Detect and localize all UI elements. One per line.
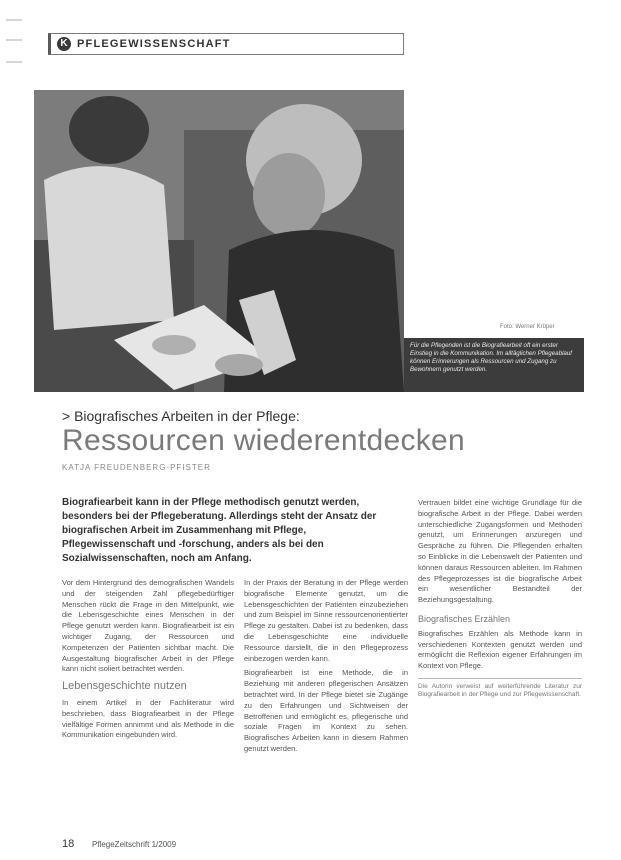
article-author: KATJA FREUDENBERG-PFISTER (62, 463, 211, 472)
paragraph: Vor dem Hintergrund des demografischen Wandels und der steigenden Zahl pflegebedürftiger Menschen rückt die Frage in den Mittelpunkt, wie die Lebensgeschichte eines Menschen in der Pflege genutzt werden kann. Biografiearbeit ist ein wichtiger Zugang, der Ressourcen und Kompetenzen der Patienten sichtbar macht. Die Ausgestaltung biografischer Arbeit in der Pflege kann nicht isoliert betrachtet werden. (62, 578, 234, 674)
paragraph: Biografisches Erzählen als Methode kann in verschiedenen Kontexten genutzt werden und ermöglicht die Reflexion eigener Erfahrungen im Kontext von Pflege. (418, 628, 582, 671)
crop-marks (0, 0, 40, 70)
text-column-2 (244, 578, 408, 755)
article-kicker: > Biografisches Arbeiten in der Pflege: (62, 408, 300, 424)
paragraph: In der Praxis der Beratung in der Pflege werden biografische Elemente genutzt, um die Lebensgeschichten der Patienten einzubeziehen und zum Beispiel im Sinne ressourcenorientierter Pflege zu gestalten. Dabei ist zu bedenken, dass die Lebensgeschichte eine individuelle Ressource darstellt, die in den Pflegeprozess einbezogen werden kann. (244, 578, 408, 663)
section-label: PFLEGEWISSENSCHAFT (77, 38, 231, 50)
text-column-1 (62, 578, 234, 741)
article-photo (34, 90, 404, 392)
paragraph: Vertrauen bildet eine wichtige Grundlage für die biografische Arbeit in der Pflege. Dabei werden unterschiedliche Zugangsformen und Methoden genutzt, um Erinnerungen anzuregen und Gespräche zu führen. Die Pflegenden erhalten so Einblicke in die Lebenswelt der Patienten und können daraus Ressourcen ableiten. Im Rahmen des Pflegeprozesses ist die biografische Arbeit ein wesentlicher Bestandteil der Beziehungsgestaltung. (418, 498, 582, 605)
paragraph: Biografiearbeit ist eine Methode, die in Beziehung mit anderen pflegerischen Ansätzen betrachtet wird. In der Pflege bietet sie Zugänge zu den Erfahrungen und Sichtweisen der Betroffenen und ermöglicht es, pflegerische und soziale Fragen im Kontext zu sehen. Biografisches Arbeiten kann in diesem Rahmen genutzt werden. (244, 668, 408, 753)
journal-name: PflegeZeitschrift 1/2009 (92, 840, 177, 849)
section-header (48, 33, 404, 55)
footnote: Die Autorin verweist auf weiterführende Literatur zur Biografiearbeit in der Pflege und zur Pflegewissenschaft. (418, 678, 582, 700)
page-number: 18 (62, 838, 75, 850)
k-circle-icon: K (57, 37, 71, 51)
subheading: Lebensgeschichte nutzen (62, 680, 187, 693)
photo-caption: Für die Pflegenden ist die Biografiearbeit oft ein erster Einstieg in die Kommunikation. Im alltäglichen Pflegeablauf können Erinnerungen als Ressourcen und Zugang zu Bewohnern genutzt werden. (404, 338, 584, 392)
photo-illustration (34, 90, 404, 392)
text-column-3 (418, 498, 582, 700)
subheading: Biografisches Erzählen (418, 613, 511, 624)
article-intro: Biografiearbeit kann in der Pflege methodisch genutzt werden, besonders bei der Pflegeberatung. Allerdings steht der Ansatz der biografischen Arbeit im Zusammenhang mit Pflege, Pflegewissenschaft und -forschung, anders als bei den Sozialwissenschaften, noch am Anfang. (62, 497, 377, 564)
article-title: Ressourcen wiederentdecken (62, 424, 466, 457)
photo-credit: Foto: Werner Krüper (500, 324, 555, 330)
paragraph: In einem Artikel in der Fachliteratur wird beschrieben, dass Biografiearbeit in der Pflege vielfältige Formen annimmt und als Methode in die Kommunikation eingebunden wird. (62, 697, 234, 740)
